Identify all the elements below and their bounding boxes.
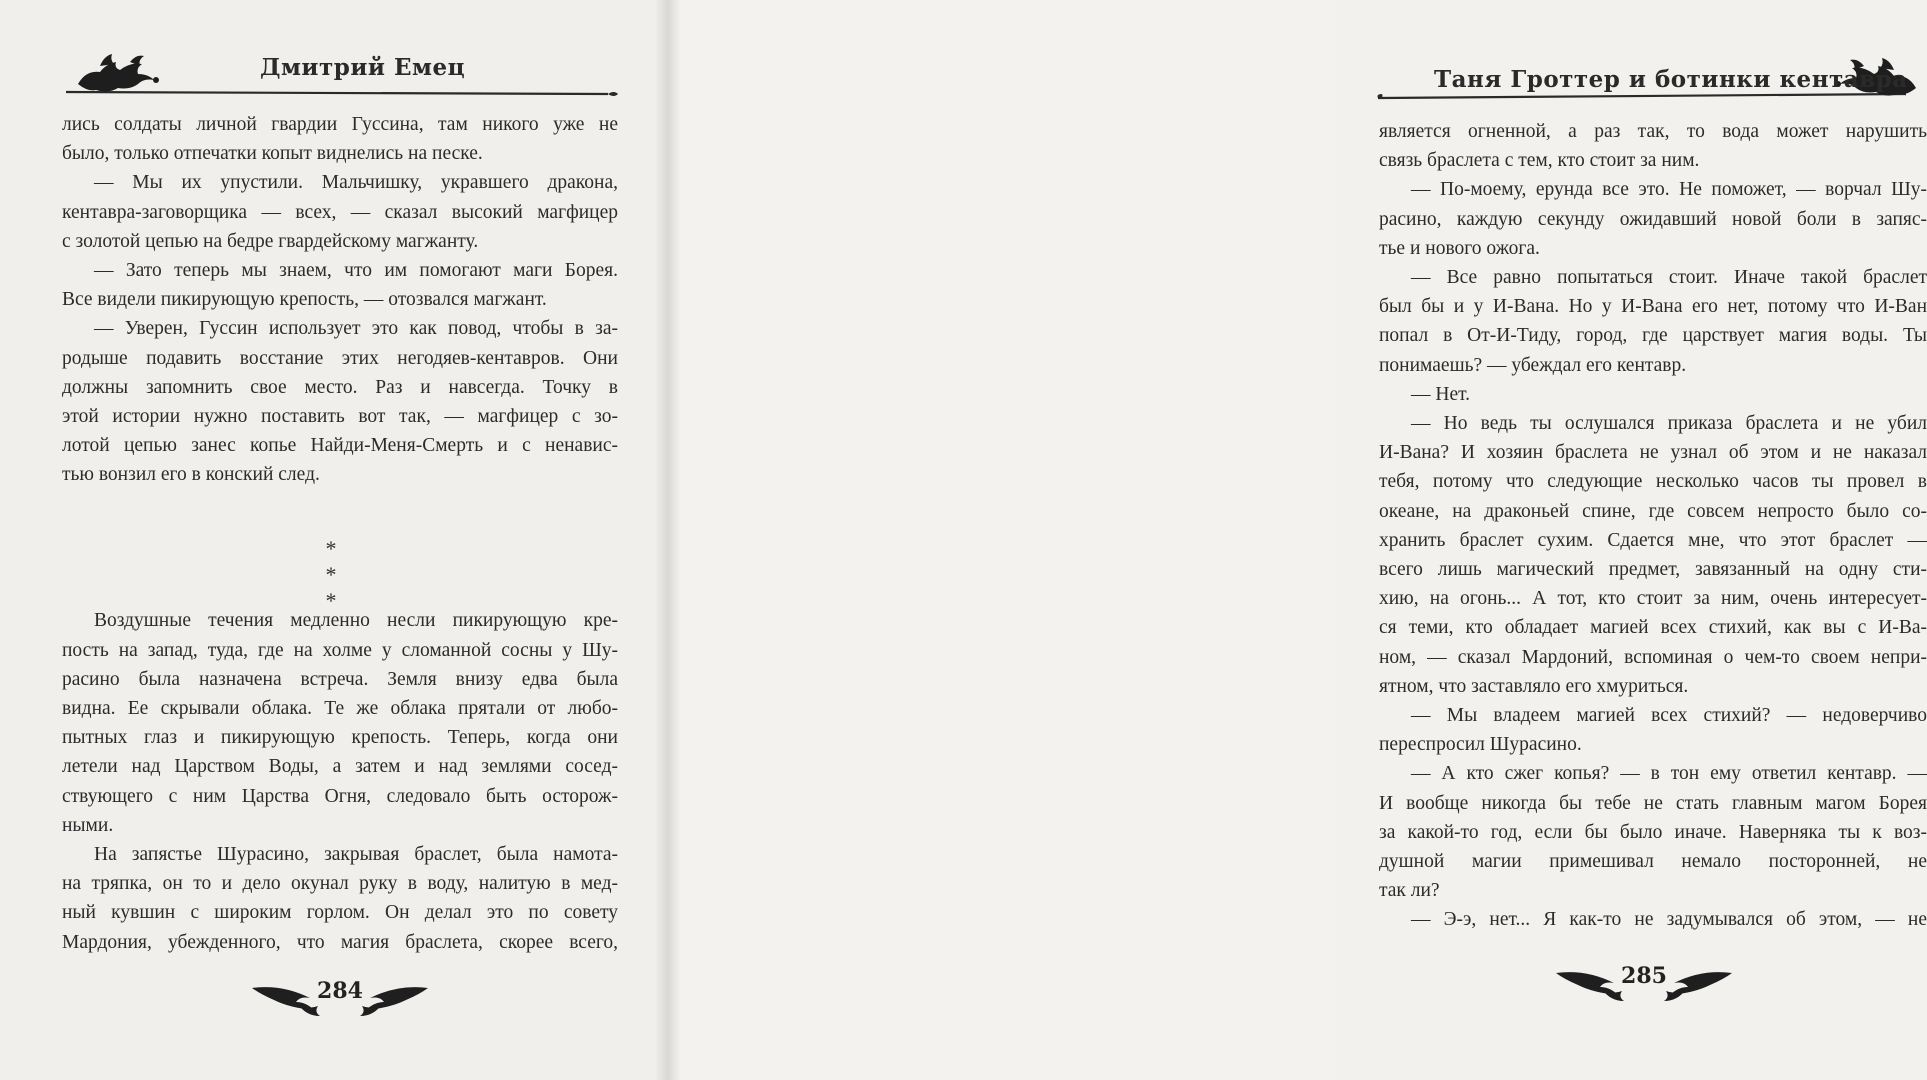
right-body-text [1379,117,1927,935]
text-line: всего лишь магический предмет, завязанный на одну сти- [1379,559,1927,581]
text-line: ный кувшин с широким горлом. Он делал это по совету [62,902,618,924]
text-line: на тряпка, он то и дело окунал руку в воду, налитую в мед- [62,873,618,895]
text-line: И вообще никогда бы тебе не стать главным магом Борея [1379,792,1927,814]
text-line: тью вонзил его в конский след. [62,464,320,486]
right-header-title: Таня Гроттер и ботинки кентавра [1434,66,1908,93]
text-line: ствующего с ним Царства Огня, следовало быть осторож- [62,785,618,807]
text-line: хию, на огонь... А тот, кто стоит за ним, очень интересует- [1379,588,1927,610]
text-line: — Э-э, нет... Я как-то не задумывался об этом, — не [1411,909,1927,931]
text-line: — Нет. [1411,383,1471,405]
right-page [668,0,1927,1080]
text-line: Воздушные течения медленно несли пикирующую кре- [94,610,618,632]
text-line: пытных глаз и пикирующую крепость. Теперь, когда они [62,727,618,749]
text-line: расино, каждую секунду ожидавший новой боли в запяс- [1379,208,1927,230]
text-line: ся теми, кто обладает магией всех стихий, как вы с И-Ва- [1379,617,1927,639]
text-line: понимаешь? — убеждал его кентавр. [1379,354,1687,376]
text-line: попал в От-И-Тиду, город, где царствует магия воды. Ты [1379,325,1927,347]
text-line: расино была назначена встреча. Земля внизу едва была [62,668,618,690]
section-gap [62,490,618,519]
left-page [0,0,668,1080]
text-line: с золотой цепью на бедре гвардейскому магжанту. [62,230,479,252]
right-folio [1554,955,1734,1005]
text-line: — Но ведь ты ослушался приказа браслета и не убил [1411,413,1927,435]
text-line: На запястье Шурасино, закрывая браслет, была намота- [94,844,618,866]
text-line: этой истории нужно поставить вот так, — магфицер с зо- [62,406,618,428]
right-page-number: 285 [1621,963,1667,989]
text-line: пость на запад, туда, где на холме у сломанной сосны у Шу- [62,639,618,661]
left-page-number: 284 [317,978,363,1004]
text-line: — А кто сжег копья? — в тон ему ответил кентавр. — [1411,763,1927,785]
book-gutter [655,0,681,1080]
text-line: хранить браслет сухим. Сдается мне, что этот браслет — [1379,529,1927,551]
text-line: Мардония, убежденного, что магия браслета, скорее всего, [62,931,618,953]
text-line: — Зато теперь мы знаем, что им помогают маги Борея. [94,260,618,282]
left-header-title: Дмитрий Емец [260,54,466,81]
right-running-header [1376,50,1924,110]
text-line: — Мы их упустили. Мальчишку, укравшего дракона, [94,172,618,194]
text-line: связь браслета с тем, кто стоит за ним. [1379,150,1700,172]
left-folio [250,970,430,1020]
text-line: — Уверен, Гуссин использует это как повод, чтобы в за- [94,318,618,340]
text-line: кентавра-заговорщика — всех, — сказал высокий магфицер [62,201,618,223]
text-line: ном, — сказал Мардоний, вспоминая о чем-то своем непри- [1379,646,1927,668]
left-running-header [60,44,620,104]
text-line: был бы и у И-Вана. Но у И-Вана его нет, потому что И-Ван [1379,296,1927,318]
left-body-text [62,110,618,957]
text-line: должны запомнить свое место. Раз и навсегда. Точку в [62,376,618,398]
text-line: за какой-то год, если бы было иначе. Наверняка ты к воз- [1379,821,1927,843]
section-separator: * * * [325,536,355,613]
text-line: И-Вана? И хозяин браслета не узнал об этом и не наказал [1379,442,1927,464]
text-line: было, только отпечатки копыт виднелись на песке. [62,143,483,165]
text-line: океане, на драконьей спине, где совсем непросто было со- [1379,500,1927,522]
text-line: тебя, потому что следующие несколько часов ты провел в [1379,471,1927,493]
text-line: тье и нового ожога. [1379,237,1540,259]
text-line: переспросил Шурасино. [1379,734,1582,756]
text-line: лотой цепью занес копье Найди-Меня-Смерть и с ненавис- [62,435,618,457]
text-line: душной магии примешивал немало посторонней, не [1379,851,1927,873]
text-line: — По-моему, ерунда все это. Не поможет, — ворчал Шу- [1411,179,1927,201]
text-line: Все видели пикирующую крепость, — отозвался магжант. [62,289,547,311]
text-line: родыше подавить восстание этих негодяев-кентавров. Они [62,347,618,369]
text-line: летели над Царством Воды, а затем и над землями сосед- [62,756,618,778]
text-line: — Мы владеем магией всех стихий? — недоверчиво [1411,705,1927,727]
text-line: ятном, что заставляло его хмуриться. [1379,675,1689,697]
text-line: ными. [62,814,114,836]
text-line: видна. Ее скрывали облака. Те же облака прятали от любо- [62,698,618,719]
text-line: лись солдаты личной гвардии Гуссина, там никого уже не [62,114,618,135]
text-line: — Все равно попытаться стоит. Иначе такой браслет [1411,267,1927,289]
text-line: так ли? [1379,880,1440,902]
text-line: является огненной, а раз так, то вода может нарушить [1379,121,1927,142]
